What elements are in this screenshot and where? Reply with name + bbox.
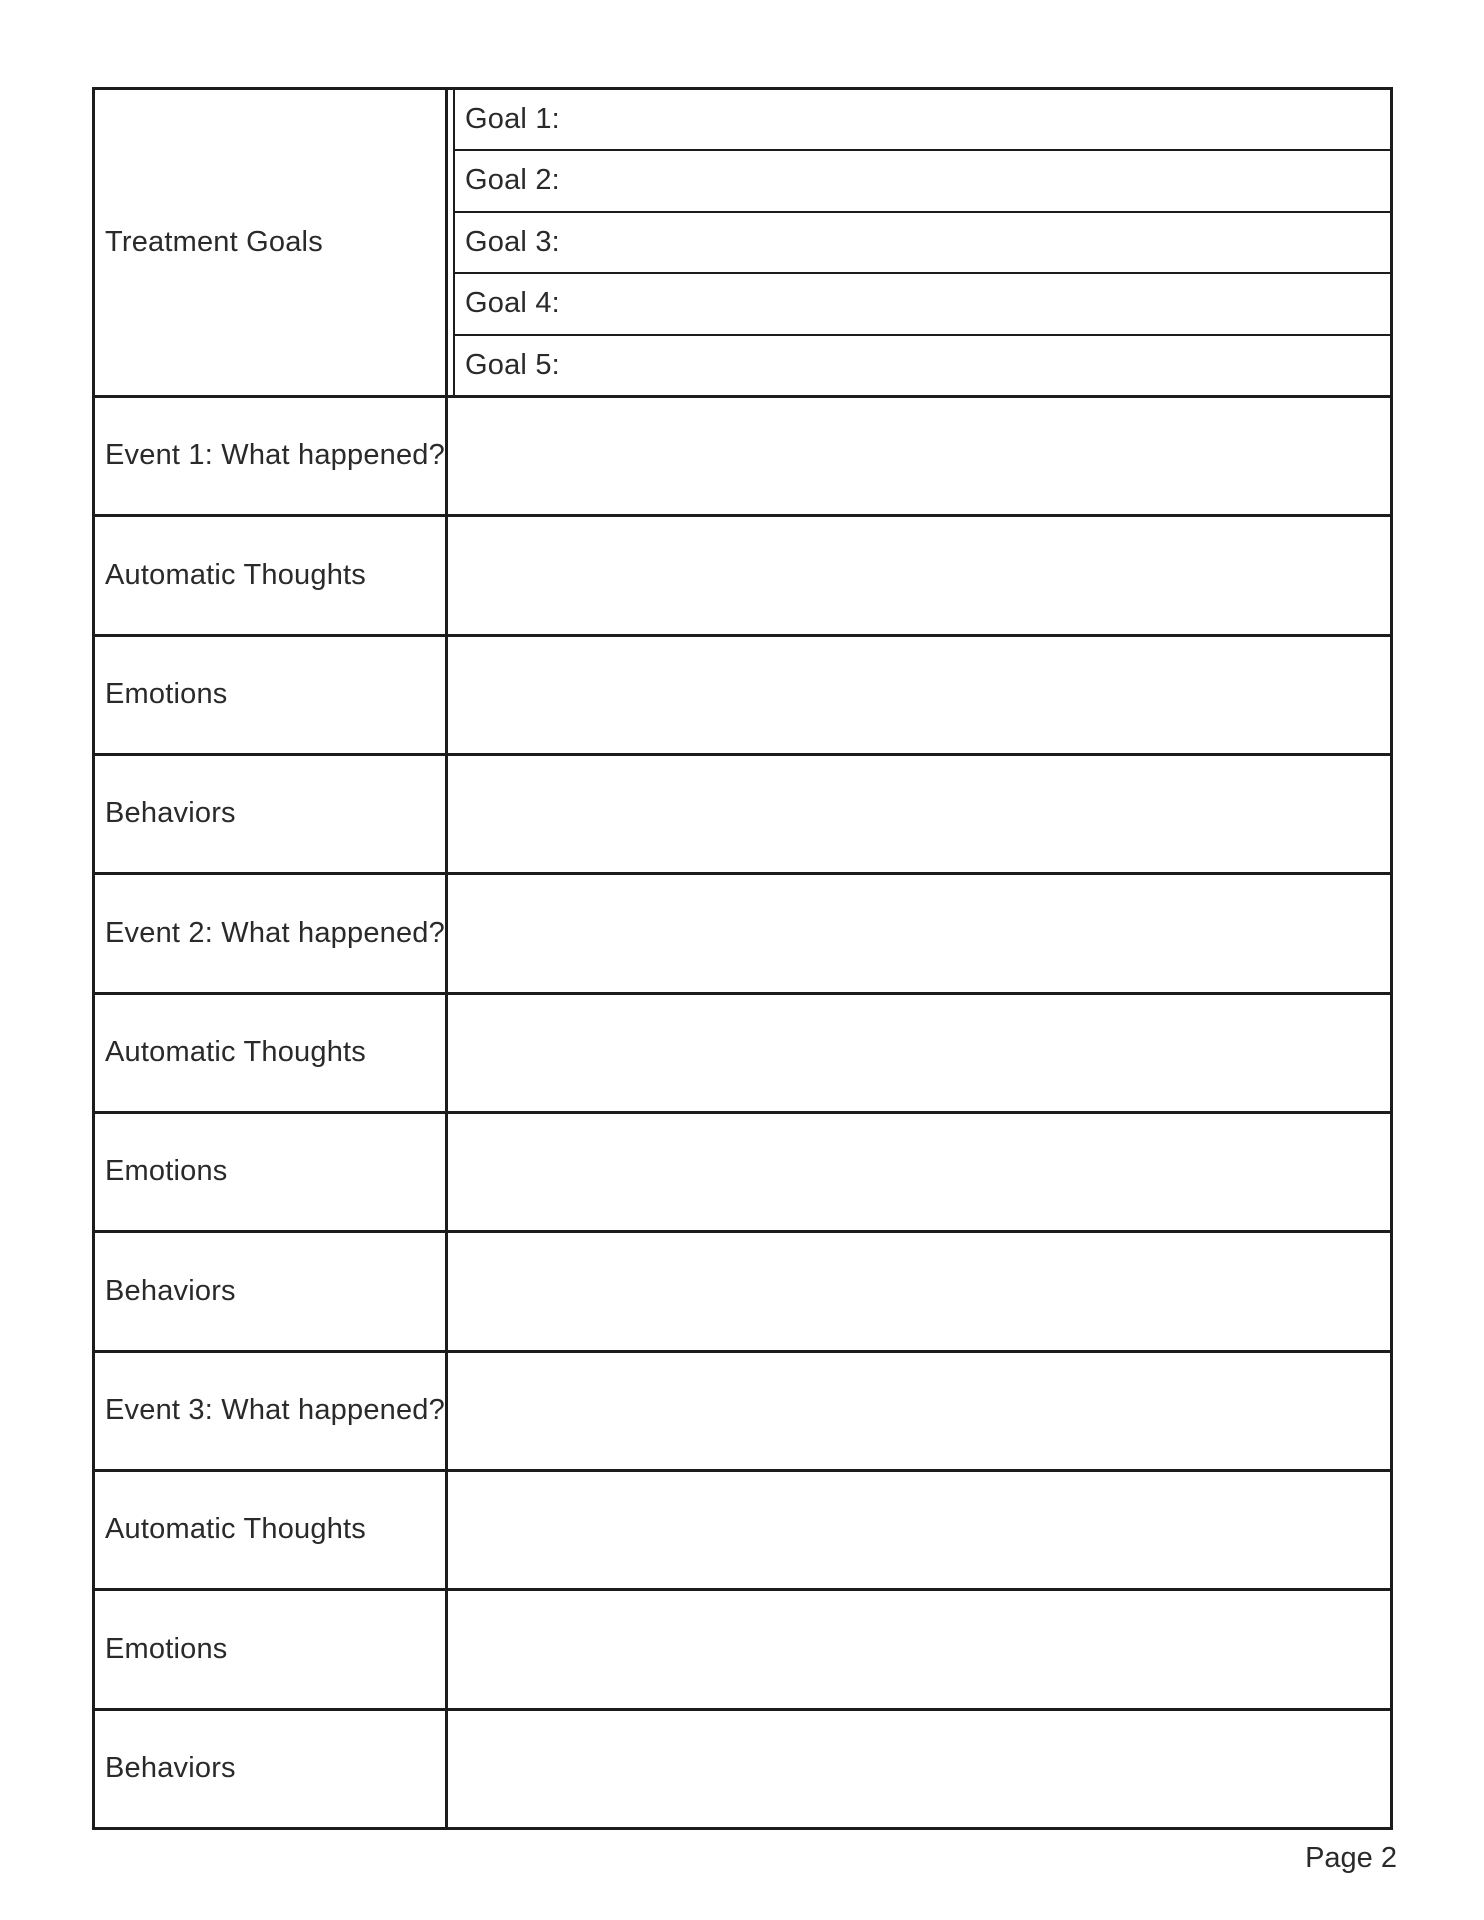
goal-5-cell [453, 336, 1390, 395]
row-value-cell-automatic-thoughts-1 [448, 517, 1390, 633]
row-label-behaviors-3: Behaviors [105, 1752, 236, 1785]
row-value-cell-event-1 [448, 398, 1390, 514]
row-label-event-3: Event 3: What happened? [105, 1394, 445, 1427]
row-label-cell-emotions-1 [95, 637, 448, 753]
table-row [95, 1591, 1390, 1710]
row-label-cell-behaviors-2 [95, 1233, 448, 1349]
table-row [95, 1233, 1390, 1352]
goal-2-label: Goal 2: [465, 164, 560, 197]
table-row [95, 756, 1390, 875]
table-row [95, 398, 1390, 517]
row-label-cell-emotions-3 [95, 1591, 448, 1707]
row-label-cell-behaviors-3 [95, 1711, 448, 1827]
row-label-emotions-3: Emotions [105, 1632, 228, 1665]
treatment-goals-header-cell [95, 90, 448, 395]
row-value-cell-event-2 [448, 875, 1390, 991]
row-label-automatic-thoughts-2: Automatic Thoughts [105, 1036, 366, 1069]
row-label-behaviors-2: Behaviors [105, 1274, 236, 1307]
goal-5-label: Goal 5: [465, 348, 560, 381]
goal-4-cell [453, 274, 1390, 335]
row-label-cell-automatic-thoughts-1 [95, 517, 448, 633]
goal-3-label: Goal 3: [465, 225, 560, 258]
row-label-emotions-1: Emotions [105, 678, 228, 711]
goal-1-cell [453, 90, 1390, 151]
row-label-cell-automatic-thoughts-3 [95, 1472, 448, 1588]
row-label-event-2: Event 2: What happened? [105, 916, 445, 949]
row-value-cell-automatic-thoughts-2 [448, 995, 1390, 1111]
row-label-cell-behaviors-1 [95, 756, 448, 872]
treatment-goals-section [95, 90, 1390, 398]
row-value-cell-emotions-3 [448, 1591, 1390, 1707]
row-value-cell-event-3 [448, 1353, 1390, 1469]
row-label-emotions-2: Emotions [105, 1155, 228, 1188]
row-label-cell-event-2 [95, 875, 448, 991]
goal-2-cell [453, 151, 1390, 212]
row-label-cell-emotions-2 [95, 1114, 448, 1230]
row-label-cell-event-1 [95, 398, 448, 514]
row-value-cell-behaviors-3 [448, 1711, 1390, 1827]
row-value-cell-behaviors-1 [448, 756, 1390, 872]
row-label-automatic-thoughts-1: Automatic Thoughts [105, 558, 366, 591]
table-row [95, 517, 1390, 636]
row-label-automatic-thoughts-3: Automatic Thoughts [105, 1513, 366, 1546]
row-label-event-1: Event 1: What happened? [105, 439, 445, 472]
table-row [95, 1114, 1390, 1233]
table-row [95, 875, 1390, 994]
treatment-worksheet-table [92, 87, 1393, 1830]
row-label-behaviors-1: Behaviors [105, 797, 236, 830]
page-number: Page 2 [1305, 1842, 1397, 1874]
row-label-cell-automatic-thoughts-2 [95, 995, 448, 1111]
treatment-goals-label: Treatment Goals [105, 225, 323, 258]
row-label-cell-event-3 [95, 1353, 448, 1469]
goal-4-label: Goal 4: [465, 287, 560, 320]
row-value-cell-behaviors-2 [448, 1233, 1390, 1349]
row-value-cell-automatic-thoughts-3 [448, 1472, 1390, 1588]
table-row [95, 1472, 1390, 1591]
row-value-cell-emotions-2 [448, 1114, 1390, 1230]
goals-list [448, 90, 1390, 395]
table-row [95, 1711, 1390, 1827]
goal-3-cell [453, 213, 1390, 274]
table-row [95, 637, 1390, 756]
table-row [95, 995, 1390, 1114]
goal-1-label: Goal 1: [465, 103, 560, 136]
table-row [95, 1353, 1390, 1472]
row-value-cell-emotions-1 [448, 637, 1390, 753]
